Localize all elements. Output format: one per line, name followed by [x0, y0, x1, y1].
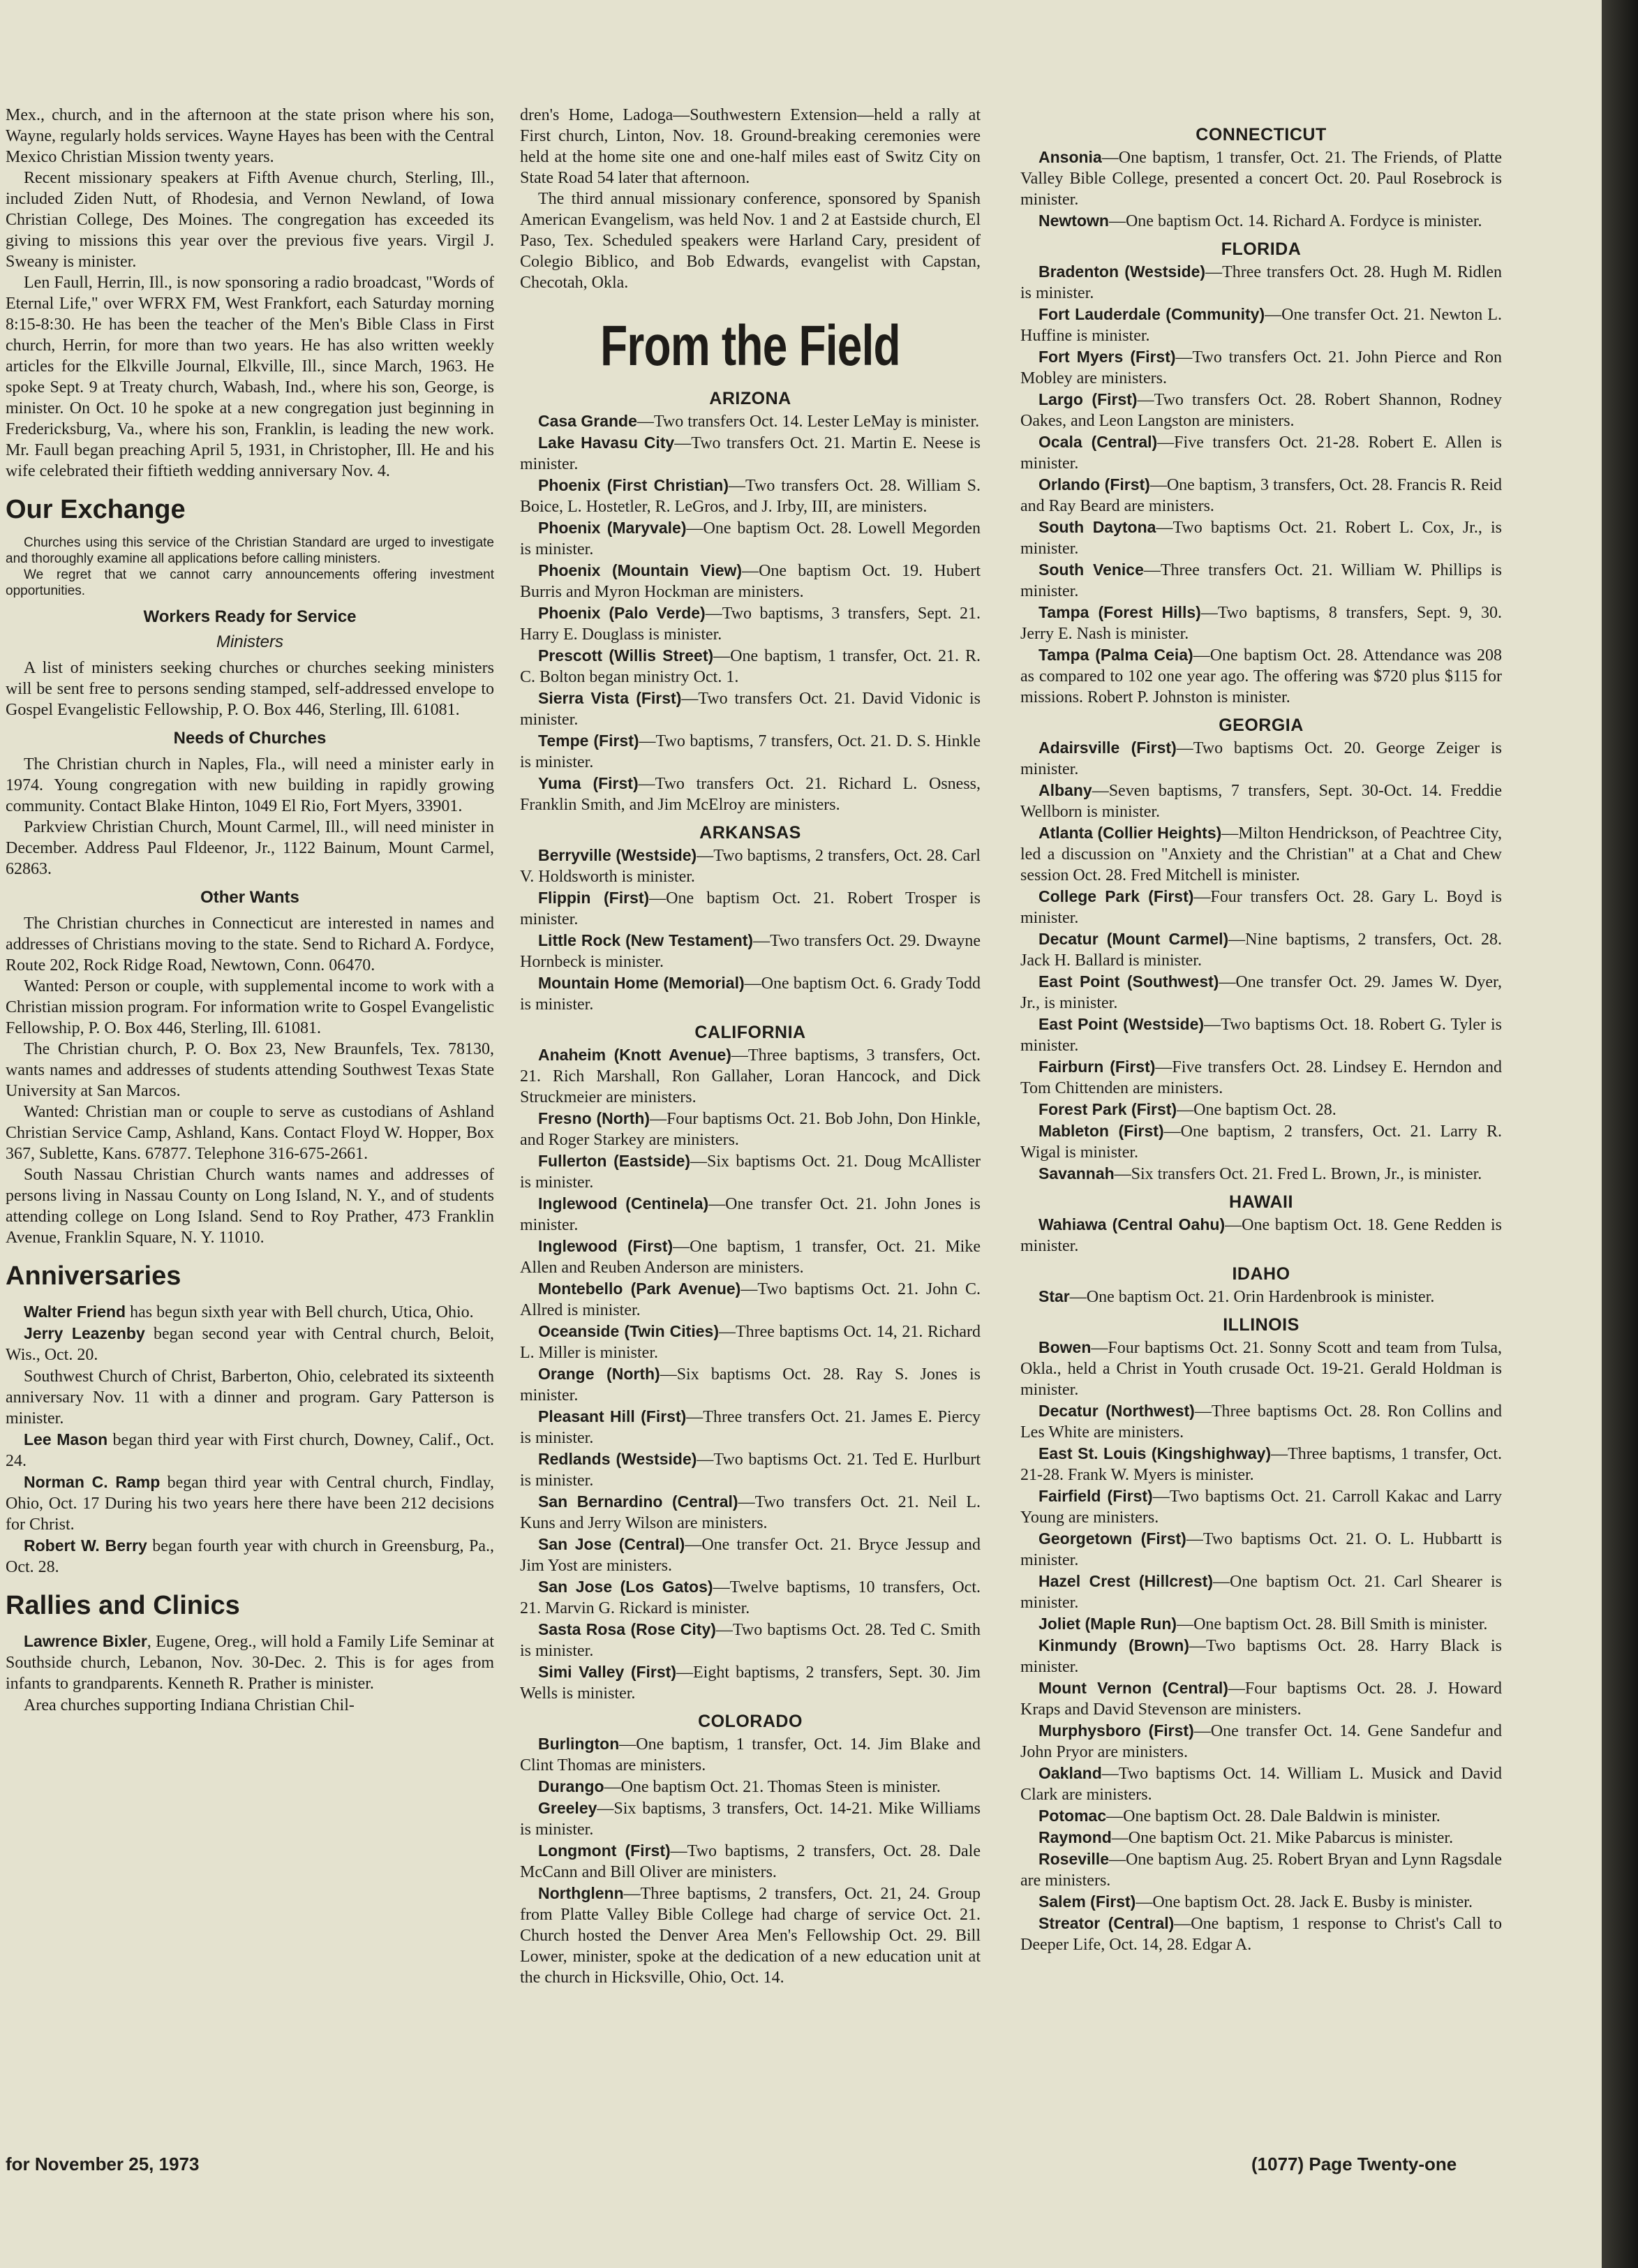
report-text: —One baptism, 1 response to Christ's Call to Deeper Life, Oct. 14, 28. Edgar A.: [1020, 1915, 1502, 1954]
church-report: [520, 1278, 981, 1321]
church-name: Northglenn: [538, 1884, 624, 1902]
report-text: —One baptism Aug. 25. Robert Bryan and Lynn Ragsdale are ministers.: [1020, 1851, 1502, 1890]
report-text: —One baptism Oct. 21. Robert Trosper is minister.: [520, 889, 981, 928]
section-heading-rallies: Rallies and Clinics: [6, 1591, 240, 1620]
church-report: [1020, 346, 1502, 389]
church-report: [1020, 737, 1502, 780]
church-report: [520, 1406, 981, 1448]
church-name: Ocala (Central): [1038, 433, 1158, 451]
church-report: [520, 845, 981, 887]
report-text: —Two transfers Oct. 28. Robert Shannon, Rodney Oakes, and Leon Langston are ministers.: [1020, 391, 1502, 430]
church-name: Mableton (First): [1038, 1122, 1164, 1140]
report-text: —Two transfers Oct. 21. David Vidonic is minister.: [520, 690, 981, 729]
church-name: Hazel Crest (Hillcrest): [1038, 1572, 1213, 1590]
state-heading: IDAHO: [1232, 1264, 1290, 1284]
church-report: [520, 475, 981, 517]
church-report: [520, 1798, 981, 1840]
church-name: South Venice: [1038, 561, 1144, 579]
church-name: Oceanside (Twin Cities): [538, 1322, 719, 1340]
church-report: [1020, 1571, 1502, 1613]
report-text: —One baptism Oct. 28. Dale Baldwin is minister.: [1106, 1807, 1440, 1825]
church-name: Montebello (Park Avenue): [538, 1280, 741, 1298]
church-report: [1020, 261, 1502, 304]
paragraph: Parkview Christian Church, Mount Carmel, Ill., will need minister in December. Address Paul Fldeenor, Jr., 1122 Bainum, Mount Carmel, 62863.: [6, 818, 494, 878]
church-name: Berryville (Westside): [538, 846, 697, 864]
report-text: —Five transfers Oct. 21-28. Robert E. Allen is minister.: [1020, 433, 1502, 473]
paragraph: A list of ministers seeking churches or churches seeking ministers will be sent free to persons sending stamped, self-addressed envelope to Gospel Evangelistic Fellowship, P. O. Box 446, Sterling, Ill. 61081.: [6, 659, 494, 719]
report-text: —Six baptisms, 3 transfers, Oct. 14-21. Mike Williams is minister.: [520, 1800, 981, 1839]
church-name: Oakland: [1038, 1764, 1102, 1782]
church-name: Sasta Rosa (Rose City): [538, 1620, 716, 1638]
list-item: Southwest Church of Christ, Barberton, Ohio, celebrated its sixteenth anniversary Nov. 11 with a dinner and program. Gary Patterson is minister.: [6, 1368, 494, 1428]
church-report: [1020, 210, 1502, 232]
paragraph: The third annual missionary conference, sponsored by Spanish American Evangelism, was held Nov. 1 and 2 at Eastside church, El Paso, Tex. Scheduled speakers were Harland Cary, president of Colegio Biblico, and Bob Edwards, evangelist with Capstan, Checotah, Okla.: [520, 190, 981, 292]
church-report: [1020, 602, 1502, 644]
report-text: —One baptism, 1 transfer, Oct. 21. The Friends, of Platte Valley Bible College, presented a concert Oct. 20. Paul Rosebrock is minister.: [1020, 149, 1502, 209]
report-text: —Two baptisms Oct. 18. Robert G. Tyler is minister.: [1020, 1016, 1503, 1055]
report-text: —One baptism Oct. 21. Orin Hardenbrook is minister.: [1069, 1288, 1435, 1306]
state-heading: FLORIDA: [1221, 239, 1302, 259]
subheading-workers: Workers Ready for Service: [143, 607, 357, 626]
list-item: Lawrence Bixler, Eugene, Oreg., will hold a Family Life Seminar at Southside church, Lebanon, Nov. 30-Dec. 2. This is for ages from infants to grandparents. Kenneth R. Prather is minister.: [6, 1632, 495, 1693]
church-name: Streator (Central): [1038, 1914, 1175, 1932]
report-text: —Two baptisms Oct. 21. O. L. Hubbartt is minister.: [1020, 1530, 1502, 1569]
footer-page-number: (1077) Page Twenty-one: [1251, 2154, 1457, 2174]
subheading-needs: Needs of Churches: [173, 729, 327, 748]
church-name: Phoenix (Palo Verde): [538, 604, 706, 622]
list-item: Jerry Leazenby began second year with Central church, Beloit, Wis., Oct. 20.: [6, 1324, 494, 1364]
report-text: —One baptism Oct. 21. Thomas Steen is minister.: [604, 1778, 941, 1796]
report-text: —One baptism Oct. 28. Lowell Megorden is minister.: [520, 519, 981, 558]
church-name: Inglewood (First): [538, 1237, 673, 1255]
church-name: Tampa (Forest Hills): [1038, 603, 1201, 621]
church-name: Joliet (Maple Run): [1038, 1615, 1177, 1633]
church-name: Casa Grande: [538, 412, 637, 430]
church-report: [520, 602, 981, 645]
report-text: —One baptism, 1 transfer, Oct. 21. R. C. Bolton began ministry Oct. 1.: [520, 647, 981, 686]
church-report: [520, 560, 981, 602]
church-report: [520, 1534, 981, 1576]
report-text: —Two baptisms Oct. 20. George Zeiger is minister.: [1020, 739, 1502, 778]
church-name: Inglewood (Centinela): [538, 1194, 709, 1213]
church-report: [520, 887, 981, 930]
report-text: —One baptism, 1 transfer, Oct. 14. Jim Blake and Clint Thomas are ministers.: [520, 1735, 981, 1774]
church-report: [1020, 1913, 1502, 1955]
church-report: [1020, 147, 1502, 210]
church-report: [520, 1150, 981, 1193]
report-text: —One baptism Oct. 28. Jack E. Busby is minister.: [1136, 1893, 1473, 1911]
report-text: —Four baptisms Oct. 28. J. Howard Kraps and David Stevenson are ministers.: [1020, 1680, 1502, 1719]
report-text: —Two baptisms, 3 transfers, Sept. 21. Harry E. Douglass is minister.: [520, 605, 981, 644]
report-text: —Two baptisms Oct. 14. William L. Musick and David Clark are ministers.: [1020, 1765, 1502, 1804]
church-name: Phoenix (First Christian): [538, 476, 729, 494]
church-name: Pleasant Hill (First): [538, 1407, 687, 1425]
church-report: [1020, 1056, 1502, 1099]
report-text: —Three transfers Oct. 21. William W. Phillips is minister.: [1020, 561, 1502, 600]
report-text: —Two baptisms, 8 transfers, Sept. 9, 30. Jerry E. Nash is minister.: [1020, 604, 1503, 643]
report-text: —One transfer Oct. 21. John Jones is minister.: [520, 1195, 981, 1234]
report-text: —Six baptisms Oct. 21. Doug McAllister is minister.: [520, 1152, 981, 1192]
church-report: [1020, 1613, 1502, 1635]
church-name: Redlands (Westside): [538, 1450, 697, 1468]
church-name: Wahiawa (Central Oahu): [1038, 1215, 1226, 1233]
church-report: [520, 1661, 981, 1704]
church-name: Burlington: [538, 1735, 620, 1753]
report-text: —One baptism Oct. 19. Hubert Burris and Myron Hockman are ministers.: [520, 562, 981, 601]
footer-issue-date: for November 25, 1973: [6, 2154, 200, 2174]
report-text: —One transfer Oct. 14. Gene Sandefur and John Pryor are ministers.: [1020, 1722, 1502, 1761]
report-text: —One baptism, 3 transfers, Oct. 28. Francis R. Reid and Ray Beard are ministers.: [1020, 476, 1502, 515]
report-text: —Four baptisms Oct. 21. Bob John, Don Hinkle, and Roger Starkey are ministers.: [520, 1110, 981, 1149]
church-report: [1020, 644, 1502, 708]
church-name: Ansonia: [1038, 148, 1102, 166]
state-reports: [520, 388, 981, 1988]
church-report: [520, 688, 981, 730]
report-text: —One baptism, 2 transfers, Oct. 21. Larry R. Wigal is minister.: [1020, 1122, 1502, 1162]
church-name: Anaheim (Knott Avenue): [538, 1046, 731, 1064]
subheading-other-wants: Other Wants: [200, 888, 299, 907]
section-heading-anniversaries: Anniversaries: [6, 1261, 181, 1291]
church-report: [1020, 474, 1502, 517]
church-report: [1020, 1120, 1502, 1163]
church-name: Mountain Home (Memorial): [538, 974, 745, 992]
church-report: [1020, 1848, 1502, 1891]
report-text: —Two transfers Oct. 21. Richard L. Osness, Franklin Smith, and Jim McElroy are ministers.: [520, 775, 981, 814]
report-text: —Three baptisms Oct. 28. Ron Collins and Les White are ministers.: [1020, 1402, 1502, 1441]
church-name: Fullerton (Eastside): [538, 1152, 691, 1170]
church-report: [520, 1448, 981, 1491]
church-report: [1020, 1286, 1502, 1307]
church-report: [1020, 822, 1502, 886]
report-text: —Two baptisms Oct. 21. John C. Allred is minister.: [520, 1280, 981, 1319]
church-name: San Bernardino (Central): [538, 1492, 738, 1511]
church-name: Newtown: [1038, 212, 1109, 230]
report-text: —Two transfers Oct. 21. Martin E. Neese is minister.: [520, 434, 981, 473]
church-report: [520, 517, 981, 560]
paragraph: Len Faull, Herrin, Ill., is now sponsoring a radio broadcast, "Words of Eternal Life," over WFRX FM, West Frankfort, each Saturday morning 8:15-8:30. He has been the teacher of the Men's Bible Class in First church, Herrin, for more than two years. He has also written weekly articles for the Elkville Journal, Elkville, Ill., since March, 1963. He spoke Sept. 9 at Treaty church, Wabash, Ind., where his son, George, is minister. On Oct. 10 he spoke at a new congregation just beginning in Fredericksburg, Va., where his son, Franklin, is leading the new work. Mr. Faull began preaching April 5, 1931, in Christopher, Ill. He and his wife celebrated their fiftieth wedding anniversary Nov. 4.: [6, 274, 494, 480]
report-text: —Two baptisms, 7 transfers, Oct. 21. D. S. Hinkle is minister.: [520, 732, 981, 771]
church-report: [520, 1321, 981, 1363]
report-text: —Two baptisms Oct. 28. Ted C. Smith is minister.: [520, 1621, 981, 1660]
state-heading: COLORADO: [698, 1712, 803, 1731]
list-item: Norman C. Ramp began third year with Central church, Findlay, Ohio, Oct. 17 During his two years here there have been 212 decisions for Christ.: [6, 1473, 494, 1534]
report-text: —Two transfers Oct. 14. Lester LeMay is minister.: [636, 413, 980, 431]
church-name: Sierra Vista (First): [538, 689, 682, 707]
report-text: —Five transfers Oct. 28. Lindsey E. Herndon and Tom Chittenden are ministers.: [1020, 1058, 1502, 1097]
church-name: Lake Havasu City: [538, 433, 675, 452]
state-reports: [1020, 124, 1502, 1955]
report-text: —Three transfers Oct. 28. Hugh M. Ridlen is minister.: [1020, 263, 1502, 302]
state-heading: ARIZONA: [709, 389, 791, 408]
church-name: Kinmundy (Brown): [1038, 1636, 1189, 1654]
church-report: [1020, 886, 1502, 928]
church-report: [1020, 1720, 1502, 1763]
paragraph: South Nassau Christian Church wants names and addresses of persons living in Nassau County on Long Island, N. Y., and of students attending college on Long Island. Send to Roy Prather, 473 Franklin Avenue, Franklin Square, N. Y. 11010.: [6, 1166, 494, 1247]
church-report: [1020, 389, 1502, 431]
exchange-note: Churches using this service of the Christian Standard are urged to investigate and thoroughly examine all applications before calling ministers.: [6, 535, 494, 566]
church-report: [520, 1236, 981, 1278]
church-name: Largo (First): [1038, 390, 1138, 408]
church-name: East Point (Westside): [1038, 1015, 1205, 1033]
report-text: —One baptism Oct. 28.: [1177, 1101, 1337, 1119]
church-name: Georgetown (First): [1038, 1529, 1186, 1548]
middle-column: [520, 105, 981, 1988]
list-item: Robert W. Berry began fourth year with church in Greensburg, Pa., Oct. 28.: [6, 1536, 494, 1576]
paragraph: Recent missionary speakers at Fifth Avenue church, Sterling, Ill., included Ziden Nutt, of Rhodesia, and Vernon Newland, of Iowa Christian College, Des Moines. The congregation has exceeded its giving to missions this year over the previous five years. Virgil J. Sweany is minister.: [6, 169, 494, 271]
paragraph: Mex., church, and in the afternoon at the state prison where his son, Wayne, regularly holds services. Wayne Hayes has been with the Central Mexico Christian Mission twenty years.: [6, 106, 494, 166]
church-name: Phoenix (Maryvale): [538, 519, 687, 537]
paragraph: Wanted: Person or couple, with supplemental income to work with a Christian mission program. For information write to Gospel Evangelistic Fellowship, P. O. Box 446, Sterling, Ill. 61081.: [6, 977, 494, 1037]
subheading-ministers: Ministers: [216, 632, 283, 651]
church-report: [520, 410, 981, 432]
church-name: Mount Vernon (Central): [1038, 1679, 1228, 1697]
church-name: Fort Lauderdale (Community): [1038, 305, 1265, 323]
church-report: [520, 1840, 981, 1883]
paragraph: The Christian churches in Connecticut are interested in names and addresses of Christians moving to the state. Send to Richard A. Fordyce, Route 202, Rock Ridge Road, Newtown, Conn. 06470.: [6, 914, 494, 974]
list-item: Walter Friend has begun sixth year with Bell church, Utica, Ohio.: [24, 1303, 474, 1321]
report-text: —Four transfers Oct. 28. Gary L. Boyd is minister.: [1020, 888, 1502, 927]
church-report: [520, 773, 981, 815]
church-name: College Park (First): [1038, 887, 1194, 905]
state-heading: GEORGIA: [1219, 716, 1304, 735]
right-column: [1020, 117, 1502, 1955]
report-text: —Twelve baptisms, 10 transfers, Oct. 21. Marvin G. Rickard is minister.: [520, 1578, 981, 1617]
church-name: San Jose (Los Gatos): [538, 1578, 713, 1596]
report-text: —Three baptisms, 3 transfers, Oct. 21. Rich Marshall, Ron Gallaher, Loran Hancock, and Dick Struckmeier are ministers.: [520, 1046, 981, 1106]
church-name: Roseville: [1038, 1850, 1109, 1868]
state-heading: CALIFORNIA: [694, 1023, 806, 1042]
report-text: —Three baptisms, 1 transfer, Oct. 21-28. Frank W. Myers is minister.: [1020, 1445, 1502, 1484]
church-name: Yuma (First): [538, 774, 639, 792]
church-name: Durango: [538, 1777, 604, 1795]
church-report: [1020, 1337, 1502, 1400]
report-text: —Six baptisms Oct. 28. Ray S. Jones is minister.: [520, 1365, 981, 1404]
report-text: —One baptism Oct. 28. Bill Smith is minister.: [1177, 1615, 1488, 1633]
church-report: [520, 645, 981, 688]
paragraph: Wanted: Christian man or couple to serve as custodians of Ashland Christian Service Camp, Ashland, Kans. Contact Floyd W. Hopper, Box 367, Sublette, Kans. 67877. Telephone 316-675-2661.: [6, 1103, 494, 1163]
church-report: [520, 1883, 981, 1988]
report-text: —Two baptisms, 2 transfers, Oct. 28. Carl V. Holdsworth is minister.: [520, 847, 981, 886]
report-text: —One transfer Oct. 29. James W. Dyer, Jr., is minister.: [1020, 973, 1502, 1012]
state-heading: HAWAII: [1229, 1192, 1293, 1212]
report-text: —Two transfers Oct. 28. William S. Boice, L. Hostetler, R. LeGros, and J. Irby, III, are ministers.: [520, 477, 981, 516]
report-text: —One baptism Oct. 21. Carl Shearer is minister.: [1020, 1573, 1502, 1612]
page-edge: [1602, 0, 1638, 2268]
church-report: [520, 1576, 981, 1619]
church-name: Tempe (First): [538, 732, 639, 750]
church-report: [1020, 431, 1502, 474]
church-report: [520, 1619, 981, 1661]
report-text: —One baptism Oct. 28. Attendance was 208 as compared to 102 one year ago. The offering was $720 plus $115 for missions. Robert P. Johnston is minister.: [1020, 646, 1502, 706]
church-report: [1020, 1827, 1502, 1848]
church-report: [1020, 1014, 1502, 1056]
church-report: [520, 1776, 981, 1798]
church-name: East Point (Southwest): [1038, 972, 1219, 991]
church-name: Fairfield (First): [1038, 1487, 1153, 1505]
state-heading: ILLINOIS: [1223, 1315, 1300, 1335]
church-report: [1020, 1400, 1502, 1443]
church-report: [520, 1193, 981, 1236]
church-name: Fort Myers (First): [1038, 348, 1176, 366]
left-column: [6, 105, 494, 1716]
church-name: Adairsville (First): [1038, 739, 1177, 757]
church-name: Phoenix (Mountain View): [538, 561, 743, 579]
report-text: —Two transfers Oct. 21. John Pierce and Ron Mobley are ministers.: [1020, 348, 1503, 387]
report-text: —Milton Hendrickson, of Peachtree City, led a discussion on "Anxiety and the Christian" at a Chat and Chew session Oct. 28. Fred Mitchell is minister.: [1020, 824, 1502, 884]
report-text: —One baptism Oct. 6. Grady Todd is minister.: [520, 974, 981, 1014]
church-name: Atlanta (Collier Heights): [1038, 824, 1222, 842]
report-text: —One baptism Oct. 21. Mike Pabarcus is minister.: [1111, 1829, 1454, 1847]
church-name: Decatur (Mount Carmel): [1038, 930, 1229, 948]
church-report: [520, 1044, 981, 1108]
church-name: Greeley: [538, 1799, 597, 1817]
church-report: [520, 1108, 981, 1150]
report-text: —One transfer Oct. 21. Bryce Jessup and Jim Yost are ministers.: [520, 1536, 981, 1575]
report-text: —Three baptisms Oct. 14, 21. Richard L. Miller is minister.: [520, 1323, 981, 1362]
church-name: Tampa (Palma Ceia): [1038, 646, 1193, 664]
report-text: —Two baptisms, 2 transfers, Oct. 28. Dale McCann and Bill Oliver are ministers.: [520, 1842, 981, 1881]
church-name: Bowen: [1038, 1338, 1092, 1356]
exchange-note: We regret that we cannot carry announcements offering investment opportunities.: [6, 568, 494, 598]
report-text: —Six transfers Oct. 21. Fred L. Brown, Jr., is minister.: [1114, 1165, 1482, 1183]
church-report: [1020, 1163, 1502, 1185]
church-report: [1020, 559, 1502, 602]
report-text: —Three transfers Oct. 21. James E. Piercy is minister.: [520, 1408, 981, 1447]
church-name: Forest Park (First): [1038, 1100, 1177, 1118]
church-report: [520, 730, 981, 773]
church-report: [520, 972, 981, 1015]
church-name: Little Rock (New Testament): [538, 931, 754, 949]
church-name: Longmont (First): [538, 1841, 671, 1860]
church-report: [520, 432, 981, 475]
church-report: [1020, 1099, 1502, 1120]
report-text: —Two transfers Oct. 21. Neil L. Kuns and Jerry Wilson are ministers.: [520, 1493, 981, 1532]
church-report: [1020, 928, 1502, 971]
report-text: —Two baptisms Oct. 21. Ted E. Hurlburt is minister.: [520, 1451, 981, 1490]
church-report: [520, 1733, 981, 1776]
church-name: Bradenton (Westside): [1038, 262, 1206, 281]
church-report: [1020, 304, 1502, 346]
report-text: —Two transfers Oct. 29. Dwayne Hornbeck is minister.: [520, 932, 981, 971]
church-report: [520, 1363, 981, 1406]
church-report: [1020, 1677, 1502, 1720]
church-name: Albany: [1038, 781, 1092, 799]
paragraph: dren's Home, Ladoga—Southwestern Extension—held a rally at First church, Linton, Nov. 18. Ground-breaking ceremonies were held at the home site one and one-half miles east of Switz City on State Road 54 later that afternoon.: [520, 106, 981, 187]
state-heading: ARKANSAS: [699, 823, 801, 843]
report-text: —One baptism, 1 transfer, Oct. 21. Mike Allen and Reuben Anderson are ministers.: [520, 1238, 981, 1277]
church-name: Raymond: [1038, 1828, 1112, 1846]
section-heading-exchange: Our Exchange: [6, 495, 186, 524]
church-report: [520, 1491, 981, 1534]
report-text: —Three baptisms, 2 transfers, Oct. 21, 24. Group from Platte Valley Bible College had charge of service Oct. 21. Church hosted the Denver Area Men's Fellowship Oct. 29. Bill Lower, minister, spoke at the dedication of a new education unit at the church in Hicksville, Ohio, Oct. 14.: [520, 1885, 981, 1987]
church-name: Fairburn (First): [1038, 1058, 1156, 1076]
church-report: [1020, 780, 1502, 822]
report-text: —Eight baptisms, 2 transfers, Sept. 30. Jim Wells is minister.: [520, 1663, 981, 1703]
church-name: South Daytona: [1038, 518, 1156, 536]
church-name: East St. Louis (Kingshighway): [1038, 1444, 1272, 1462]
church-report: [1020, 1443, 1502, 1485]
report-text: —Seven baptisms, 7 transfers, Sept. 30-Oct. 14. Freddie Wellborn is minister.: [1020, 782, 1502, 821]
state-heading: CONNECTICUT: [1196, 125, 1327, 144]
list-item: Lee Mason began third year with First church, Downey, Calif., Oct. 24.: [6, 1430, 494, 1470]
church-report: [1020, 517, 1502, 559]
church-report: [1020, 1528, 1502, 1571]
church-report: [1020, 1635, 1502, 1677]
church-report: [1020, 1485, 1502, 1528]
church-report: [1020, 1214, 1502, 1257]
church-name: Savannah: [1038, 1164, 1115, 1183]
report-text: —One baptism Oct. 18. Gene Redden is minister.: [1020, 1216, 1503, 1255]
church-name: Potomac: [1038, 1807, 1107, 1825]
report-text: —One baptism Oct. 14. Richard A. Fordyce is minister.: [1108, 212, 1482, 230]
church-name: Murphysboro (First): [1038, 1721, 1194, 1740]
church-name: Prescott (Willis Street): [538, 646, 714, 665]
church-report: [1020, 1891, 1502, 1913]
masthead-from-the-field: From the Field: [600, 314, 900, 378]
paragraph: The Christian church in Naples, Fla., will need a minister early in 1974. Young congregation with new building in rapidly growing community. Contact Blake Hinton, 1049 El Rio, Fort Myers, 33901.: [6, 755, 494, 815]
church-name: Fresno (North): [538, 1109, 650, 1127]
church-name: Orlando (First): [1038, 475, 1150, 494]
church-report: [1020, 1763, 1502, 1805]
church-report: [520, 930, 981, 972]
church-report: [1020, 1805, 1502, 1827]
report-text: —Two baptisms Oct. 21. Carroll Kakac and Larry Young are ministers.: [1020, 1488, 1502, 1527]
paragraph: The Christian church, P. O. Box 23, New Braunfels, Tex. 78130, wants names and addresses of students attending Southwest Texas State University at San Marcos.: [6, 1040, 494, 1100]
list-item: Area churches supporting Indiana Christian Chil-: [24, 1696, 355, 1714]
church-name: Star: [1038, 1287, 1070, 1305]
church-name: Salem (First): [1038, 1892, 1136, 1911]
church-name: San Jose (Central): [538, 1535, 685, 1553]
report-text: —Nine baptisms, 2 transfers, Oct. 28. Jack H. Ballard is minister.: [1020, 931, 1502, 970]
church-report: [1020, 971, 1502, 1014]
report-text: —Four baptisms Oct. 21. Sonny Scott and team from Tulsa, Okla., held a Christ in Youth crusade Oct. 19-21. Gerald Holdman is minister.: [1020, 1339, 1502, 1399]
church-name: Orange (North): [538, 1365, 660, 1383]
church-name: Simi Valley (First): [538, 1663, 676, 1681]
church-name: Flippin (First): [538, 889, 650, 907]
report-text: —One transfer Oct. 21. Newton L. Huffine is minister.: [1020, 306, 1503, 345]
report-text: —Two baptisms Oct. 21. Robert L. Cox, Jr., is minister.: [1020, 519, 1502, 558]
church-name: Decatur (Northwest): [1038, 1402, 1195, 1420]
report-text: —Two baptisms Oct. 28. Harry Black is minister.: [1020, 1637, 1503, 1676]
